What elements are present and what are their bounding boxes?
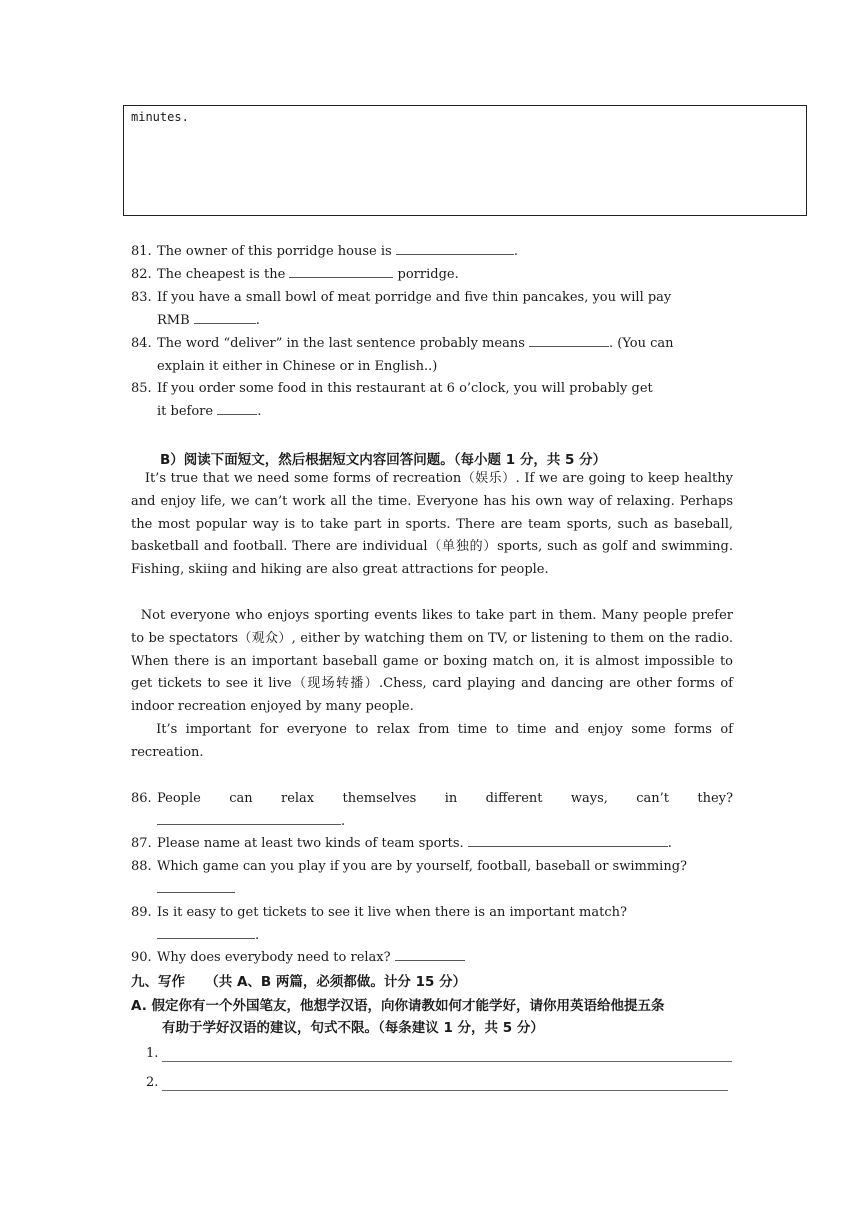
answer-box bbox=[123, 105, 807, 216]
answer-blank[interactable] bbox=[289, 265, 393, 278]
passage-paragraph-2: Not everyone who enjoys sporting events likes to take part in them. Many people prefer to be spectators（观众）, either by watching them on TV, or listening to them on the radio. When there is an important baseball game or boxing match on, it is almost impossible to get tickets to see it live（现场转播）.Chess, card playing and dancing are other forms of indoor recreation enjoyed by many people. bbox=[131, 608, 733, 715]
answer-blank[interactable] bbox=[529, 334, 609, 347]
writing-a-prompt-line-2: 有助于学好汉语的建议，句式不限。（每条建议 1 分，共 5 分） bbox=[162, 1020, 544, 1036]
answer-blank[interactable] bbox=[395, 948, 465, 961]
answer-blank[interactable] bbox=[468, 834, 668, 847]
box-text: minutes. bbox=[131, 110, 189, 124]
question-90: 90. Why does everybody need to relax? bbox=[131, 946, 733, 969]
question-86: 86. People can relax themselves in different ways, can’t they? . bbox=[131, 791, 733, 829]
writing-a-prompt-line-1: A. 假定你有一个外国笔友，他想学汉语，向你请教如何才能学好，请你用英语给他提五条 bbox=[131, 998, 665, 1014]
writing-heading: 九、写作 （共 A、B 两篇，必须都做。计分 15 分） bbox=[131, 974, 467, 990]
answer-blank[interactable] bbox=[157, 880, 235, 893]
answer-blank[interactable] bbox=[194, 311, 256, 324]
question-89: 89. Is it easy to get tickets to see it live when there is an important match? . bbox=[131, 905, 627, 943]
question-84: 84. The word “deliver” in the last sentence probably means . (You can explain it either in Chinese or in English..) bbox=[131, 336, 674, 374]
answer-line-1[interactable]: 1. bbox=[146, 1046, 734, 1066]
answer-blank[interactable] bbox=[157, 926, 255, 939]
answer-blank[interactable] bbox=[217, 402, 257, 415]
question-83: 83. If you have a small bowl of meat porridge and five thin pancakes, you will pay RMB . bbox=[131, 290, 672, 328]
question-82: 82. The cheapest is the porridge. bbox=[131, 267, 459, 282]
answer-line-2[interactable]: 2. bbox=[146, 1075, 730, 1095]
answer-blank[interactable] bbox=[396, 242, 514, 255]
passage-paragraph-3: It’s important for everyone to relax from time to time and enjoy some forms of recreation. bbox=[131, 722, 733, 760]
section-b-heading: B）阅读下面短文，然后根据短文内容回答问题。（每小题 1 分，共 5 分） bbox=[160, 452, 607, 468]
question-85: 85. If you order some food in this restaurant at 6 o’clock, you will probably get it before . bbox=[131, 381, 653, 419]
underline bbox=[162, 1061, 732, 1062]
answer-blank[interactable] bbox=[157, 812, 341, 825]
question-81: 81. The owner of this porridge house is . bbox=[131, 244, 518, 259]
question-88: 88. Which game can you play if you are by yourself, football, baseball or swimming? bbox=[131, 855, 733, 901]
underline bbox=[162, 1090, 728, 1091]
question-87: 87. Please name at least two kinds of team sports. . bbox=[131, 836, 672, 851]
passage-paragraph-1: It’s true that we need some forms of recreation（娱乐）. If we are going to keep healthy and enjoy life, we can’t work all the time. Everyone has his own way of relaxing. Perhaps the most popular way is to take part in sports. There are team sports, such as baseball, basketball and football. There are individual（单独的）sports, such as golf and swimming. Fishing, skiing and hiking are also great attractions for people. bbox=[131, 471, 733, 578]
